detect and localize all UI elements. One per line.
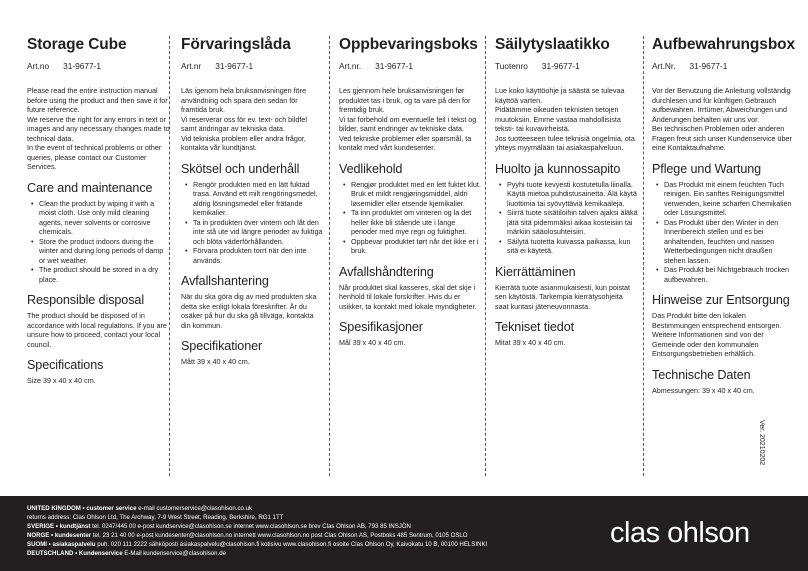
bullet-list: [652, 180, 795, 285]
section-paragraph: Size 39 x 40 x 40 cm.: [27, 376, 96, 385]
section-paragraph: Bei technischen Problemen oder anderen Fragen freut sich unser Kundenservice über eine Kontaktaufnahme.: [652, 124, 792, 152]
footer-country-label: NORGE • kundesenter: [27, 531, 92, 539]
column-swedish: [181, 36, 324, 367]
bullet-item: • Oppbevar produktet tørt når det ikke er i bruk.: [351, 237, 482, 256]
section-heading: Avfallshåndtering: [339, 264, 434, 279]
footer-contact-line: [27, 550, 587, 559]
footer-country-label: UNITED KINGDOM • customer service: [27, 505, 137, 512]
bullet-item: • Siirrä tuote sisätiloihin talven ajaksi äläkä jätä sitä pidemmäksi aikaa kosteisiin tai märkiin sääolosuhteisiin.: [507, 208, 638, 237]
section-heading: Pflege und Wartung: [652, 161, 762, 176]
section-paragraph: När du ska göra dig av med produkten ska detta ske enligt lokala föreskrifter. Är du osäker på hur du ska gå tillväga, kontakta din kommun.: [181, 292, 317, 330]
section-paragraph: Vi tar forbehold om eventuelle feil i tekst og bilder, samt endringer av tekniske data.: [339, 114, 477, 133]
bullet-item: • Pyyhi tuote kevyesti kostutetulla liinalla. Käytä mietoa puhdistusainetta. Älä käytä liuottimia tai syövyttäviä kemikaaleja.: [507, 180, 638, 209]
article-number: 31-9677-1: [375, 61, 413, 71]
column-divider: [485, 36, 486, 476]
column-english: [27, 36, 170, 386]
column-norwegian: [339, 36, 482, 348]
footer-country-label: SUOMI • asiakaspalvelu: [27, 540, 96, 548]
column-divider: [643, 36, 644, 476]
section-heading: Technische Daten: [652, 367, 751, 382]
footer-contact-details: e-mail customerservice@clasohlson.co.uk: [138, 505, 253, 512]
section-paragraph: Vor der Benutzung die Anleitung vollständig durchlesen und für künftigen Gebrauch aufbewahren. Irrtümer, Abweichungen und Änderungen behalten wir uns vor.: [652, 86, 791, 124]
section-paragraph: Lue koko käyttöohje ja säästä se tulevaa käyttöä varten.: [495, 86, 625, 105]
footer-contact-details: E-Mail kundenservice@clasohlson.de: [124, 549, 227, 557]
section-paragraph: Abmessungen: 39 x 40 x 40 cm.: [652, 385, 755, 395]
column-divider: [329, 36, 330, 476]
bullet-item: • Rengjør produktet med en lett fuktet klut. Bruk et mildt rengjøringsmiddel, aldri løsemidler eller etsende kjemikalier.: [351, 180, 482, 209]
product-title: Förvaringslåda: [181, 36, 291, 53]
product-title: Säilytyslaatikko: [495, 36, 610, 53]
section-paragraph: Please read the entire instruction manual before using the product and then save it for future reference.: [27, 86, 168, 114]
section-paragraph: In the event of technical problems or other queries, please contact our Customer Services.: [27, 143, 162, 171]
section-heading: Responsible disposal: [27, 293, 145, 307]
section-heading: Vedlikehold: [339, 161, 403, 176]
section-paragraph: Pidätämme oikeuden teknisten tietojen muutoksiin. Emme vastaa mahdollisista teksti- tai kuvavirheistä.: [495, 105, 621, 133]
section-heading: Skötsel och underhåll: [181, 161, 300, 176]
section-paragraph: Jos tuotteeseen tulee teknisiä ongelmia, ota yhteys myymälään tai asiakaspalveluun.: [495, 133, 635, 152]
article-number-label: Art.Nr.: [652, 61, 676, 71]
section-paragraph: We reserve the right for any errors in text or images and any necessary changes made to technical data.: [27, 114, 170, 143]
section-heading: Specifikationer: [181, 339, 263, 353]
footer-contact-lines: [27, 505, 587, 558]
product-title: Aufbewahrungsbox: [652, 36, 796, 53]
article-number-label: Art.nr.: [339, 61, 362, 71]
section-paragraph: Vid tekniska problem eller andra frågor, kontakta vår kundtjänst.: [181, 133, 306, 152]
footer-contact-details: tel. 23 21 40 00 e-post kundesenter@clasohlson.no internett www.clasohlson.no post Clas Ohlson AS, Postboks 485 Sentrum, 0105 OSLO: [92, 531, 468, 539]
article-number-line: [495, 61, 638, 71]
version-label: Ver. 20210202: [758, 420, 765, 466]
article-number-line: [339, 61, 482, 71]
bullet-item: • Förvara produkten torrt när den inte används.: [193, 246, 324, 265]
product-title: Storage Cube: [27, 36, 127, 53]
bullet-item: • Rengör produkten med en lätt fuktad trasa. Använd ett milt rengöringsmedel, aldrig lösningsmedel eller frätande kemikalier.: [193, 180, 324, 218]
section-paragraph: Mitat 39 x 40 x 40 cm.: [495, 338, 566, 347]
bullet-item: • Ta in produkten över vintern och låt den inte stå ute vid längre perioder av fuktiga och blöta väderförhållanden.: [193, 218, 324, 247]
bullet-item: • Clean the product by wiping it with a moist cloth. Use only mild cleaning agents, never solvents or corrosive chemicals.: [39, 199, 170, 237]
article-number-line: [652, 61, 795, 71]
product-title: Oppbevaringsboks: [339, 36, 478, 53]
section-paragraph: Når produktet skal kasseres, skal det skje i henhold til lokale forskrifter. Hvis du er usikker, ta kontakt med lokale myndigheter.: [339, 282, 477, 311]
section-heading: Care and maintenance: [27, 180, 153, 195]
section-heading: Spesifikasjoner: [339, 320, 423, 334]
section-heading: Tekniset tiedot: [495, 320, 575, 334]
section-paragraph: Les gjennom hele bruksanvisningen før produktet tas i bruk, og ta vare på den for fremtidig bruk.: [339, 86, 471, 114]
section-paragraph: Vi reserverar oss för ev. text- och bildfel samt ändringar av tekniska data.: [181, 114, 307, 133]
bullet-item: • Das Produkt über den Winter in den Innenbereich stellen und es bei anhaltenden, feuchten und nassen Wetterbedingungen nicht draußen stehen lassen.: [664, 218, 795, 266]
bullet-list: [495, 180, 638, 256]
article-number: 31-9677-1: [541, 61, 580, 71]
section-paragraph: Kierrätä tuote asianmukaisesti, kun poistat sen käytöstä. Tarkempia kierrätysohjeita saat kuntasi jäteneuvonnasta.: [495, 282, 631, 311]
clas-ohlson-logo: clas ohlson: [610, 517, 750, 549]
section-heading: Huolto ja kunnossapito: [495, 161, 621, 176]
section-paragraph: Das Produkt bitte den lokalen Bestimmungen entsprechend entsorgen. Weitere Informationen sind von der Gemeinde oder den kommunalen Entsorgungsbetrieben erhältlich.: [652, 311, 782, 358]
article-number: 31-9677-1: [689, 61, 728, 71]
bullet-list: [27, 199, 170, 285]
footer-contact-details: returns address: Clas Ohlson Ltd, The Archway, 7-9 West Street, Reading, Berkshire, RG1 1TT: [27, 513, 284, 521]
section-paragraph: Mått 39 x 40 x 40 cm.: [181, 357, 250, 366]
column-german: [652, 36, 795, 395]
bullet-list: [339, 180, 482, 256]
footer-contact-line: [27, 541, 587, 550]
footer-contact-line: [27, 532, 587, 541]
bullet-item: • Ta inn produktet om vinteren og la det heller ikke bli stående ute i lange perioder med mye regn og fuktighet.: [351, 208, 482, 237]
footer-contact-line: [27, 523, 587, 532]
article-number-line: [181, 61, 324, 71]
column-divider: [169, 36, 170, 476]
bullet-item: • The product should be stored in a dry place.: [39, 265, 170, 284]
bullet-item: • Das Produkt mit einem feuchten Tuch reinigen. Ein sanftes Reinigungsmittel verwenden, keine scharfen Chemikalien oder Lösungsmittel.: [664, 180, 795, 218]
section-heading: Kierrättäminen: [495, 264, 576, 279]
footer-contact-details: puh. 020 111 2222 sähköposti asiakaspalvelu@clasohlson.fi kotisivu www.clasohlson.fi osoite Clas Ohlson Oy, Kaivokatu 10 B, 00100 HELSINKI: [97, 540, 488, 548]
footer: [0, 496, 808, 571]
section-paragraph: Mål 39 x 40 x 40 cm.: [339, 338, 406, 347]
article-number-line: [27, 61, 170, 71]
article-number: 31-9677-1: [63, 61, 101, 71]
column-finnish: [495, 36, 638, 348]
bullet-item: • Das Produkt bei Nichtgebrauch trocken aufbewahren.: [664, 265, 795, 284]
footer-contact-line: [27, 505, 587, 514]
article-number-label: Art.nr: [181, 61, 202, 71]
section-heading: Avfallshantering: [181, 274, 269, 288]
bullet-item: • Store the product indoors during the winter and during long periods of damp or wet weather.: [39, 237, 170, 266]
article-number-label: Tuotenro: [495, 61, 528, 71]
section-paragraph: Läs igenom hela bruksanvisningen före användning och spara den sedan för framtida bruk.: [181, 86, 307, 114]
section-heading: Specifications: [27, 358, 104, 372]
footer-country-label: DEUTSCHLAND • Kundenservice: [27, 549, 123, 557]
section-heading: Hinweise zur Entsorgung: [652, 293, 790, 307]
section-paragraph: The product should be disposed of in accordance with local regulations. If you are unsure how to proceed, contact your local council.: [27, 311, 167, 349]
article-number-label: Art.no: [27, 61, 50, 71]
article-number: 31-9677-1: [215, 61, 254, 71]
footer-country-label: SVERIGE • kundtjänst: [27, 522, 91, 530]
bullet-item: • Säilytä tuotetta kuivassa paikassa, kun sitä ei käytetä.: [507, 237, 638, 256]
footer-contact-details: tel. 0247/445 00 e-post kundservice@clasohlson.se internet www.clasohlson.se brev Clas Ohlson AB, 793 85 INSJÖN: [92, 522, 411, 530]
footer-contact-line: [27, 514, 587, 523]
bullet-list: [181, 180, 324, 266]
section-paragraph: Ved tekniske problemer eller spørsmål, ta kontakt med vårt kundesenter.: [339, 133, 472, 152]
